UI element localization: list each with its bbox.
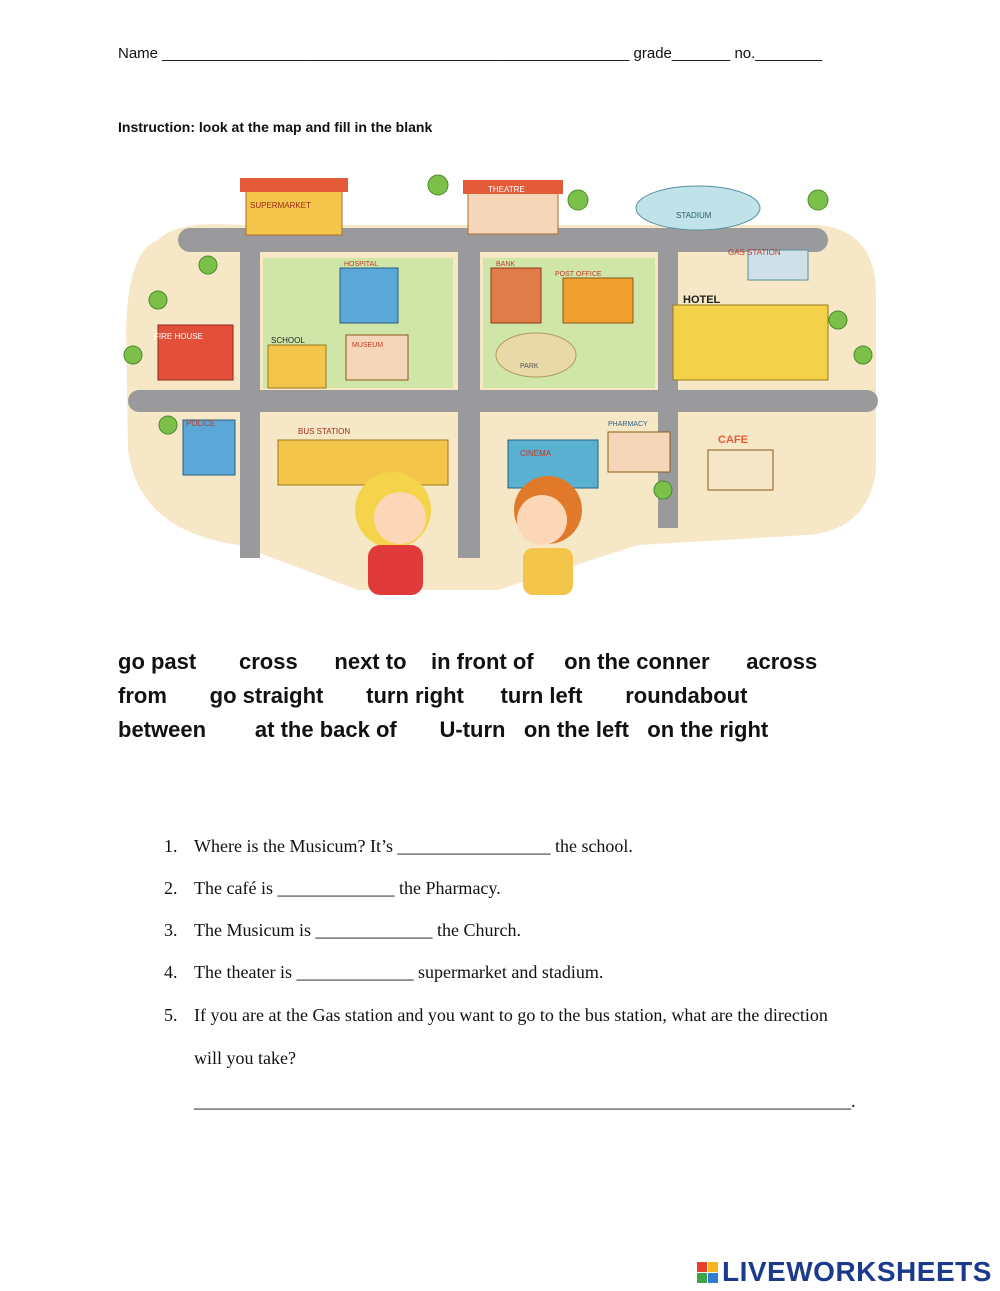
museum-building xyxy=(346,335,408,380)
theatre-label: THEATRE xyxy=(488,185,525,194)
post-office-label: POST OFFICE xyxy=(555,271,602,278)
liveworksheets-logo xyxy=(697,1255,992,1289)
answer-blank: _________________________________________________________________________. xyxy=(194,1091,856,1111)
cinema-label: CINEMA xyxy=(520,449,552,458)
bank-label: BANK xyxy=(496,261,516,268)
question-number: 2. xyxy=(164,878,178,898)
question-text: The theater is _____________ supermarket and stadium. xyxy=(194,962,604,982)
gas-station-label: GAS STATION xyxy=(728,248,781,257)
police-building xyxy=(183,419,235,475)
police-label: POLICE xyxy=(186,419,216,428)
stadium-label: STADIUM xyxy=(676,211,712,220)
answer-line[interactable] xyxy=(146,1070,856,1133)
question-number: 1. xyxy=(164,836,178,856)
question-text: Where is the Musicum? It’s _________________ the school. xyxy=(194,836,633,856)
fire-house-label: FIRE HOUSE xyxy=(154,332,203,341)
bank-building xyxy=(491,261,541,323)
name-grade-line: Name ________________________________________________________ grade_______ no.________ xyxy=(118,45,823,62)
word-bank xyxy=(118,645,817,747)
town-map-illustration xyxy=(118,150,880,595)
question-text: If you are at the Gas station and you want to go to the bus station, what are the direction xyxy=(194,1005,828,1025)
hotel-building xyxy=(673,294,828,380)
pharmacy-label: PHARMACY xyxy=(608,421,648,428)
cafe-label: CAFE xyxy=(718,434,748,446)
park-label: PARK xyxy=(520,363,539,370)
bus-station-label: BUS STATION xyxy=(298,427,351,436)
question-text: The Musicum is _____________ the Church. xyxy=(194,920,521,940)
theatre-building xyxy=(463,180,563,234)
question-text: The café is _____________ the Pharmacy. xyxy=(194,878,501,898)
question-number: 5. xyxy=(164,1005,178,1025)
question-number: 3. xyxy=(164,920,178,940)
school-label: SCHOOL xyxy=(271,336,305,345)
hotel-label: HOTEL xyxy=(683,294,721,306)
hospital-label: HOSPITAL xyxy=(344,261,379,268)
park-area xyxy=(496,333,576,377)
supermarket-label: SUPERMARKET xyxy=(250,201,311,210)
stadium-building xyxy=(636,186,760,230)
museum-label: MUSEUM xyxy=(352,342,384,349)
fire-house-building xyxy=(154,325,233,380)
post-office-building xyxy=(555,271,633,323)
hospital-building xyxy=(340,261,398,323)
word-bank-line: go past cross next to in front of on the conner across xyxy=(118,649,818,674)
logo-blocks-icon xyxy=(697,1262,718,1283)
question-number: 4. xyxy=(164,962,178,982)
logo-text: LIVEWORKSHEETS xyxy=(722,1256,992,1287)
word-bank-line: from go straight turn right turn left roundabout xyxy=(118,683,748,708)
question-text: will you take? xyxy=(194,1048,296,1068)
instruction-text: Instruction: look at the map and fill in the blank xyxy=(118,119,433,135)
supermarket-building xyxy=(240,178,348,235)
word-bank-line: between at the back of U-turn on the left on the right xyxy=(118,717,769,742)
